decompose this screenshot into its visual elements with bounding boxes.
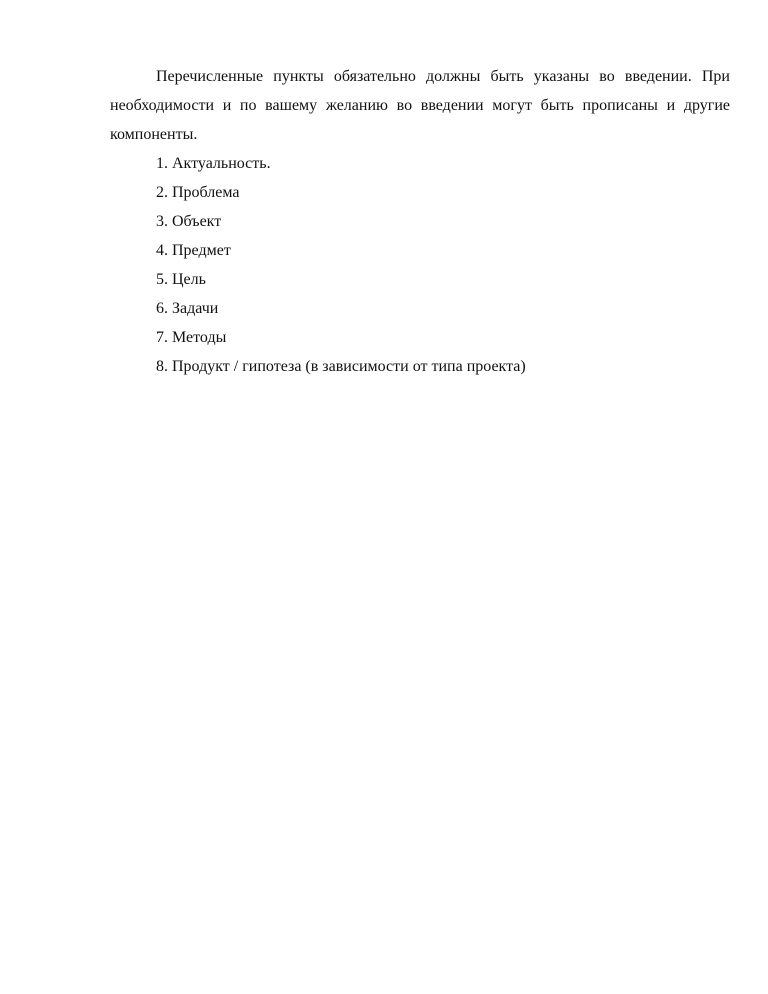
introduction-components-list: [110, 149, 730, 381]
list-item: 7. Методы: [156, 329, 227, 346]
list-item: 3. Объект: [156, 213, 222, 230]
list-item: 8. Продукт / гипотеза (в зависимости от типа проекта): [156, 358, 526, 375]
list-item: 4. Предмет: [156, 242, 231, 259]
list-item: 5. Цель: [156, 271, 206, 288]
list-item: 1. Актуальность.: [156, 155, 271, 172]
document-body: [110, 62, 730, 381]
list-item: 2. Проблема: [156, 184, 240, 201]
list-item: 6. Задачи: [156, 300, 219, 317]
intro-paragraph: Перечисленные пункты обязательно должны быть указаны во введении. При необходимости и по вашему желанию во введении могут быть прописаны и другие компоненты.: [110, 68, 730, 143]
